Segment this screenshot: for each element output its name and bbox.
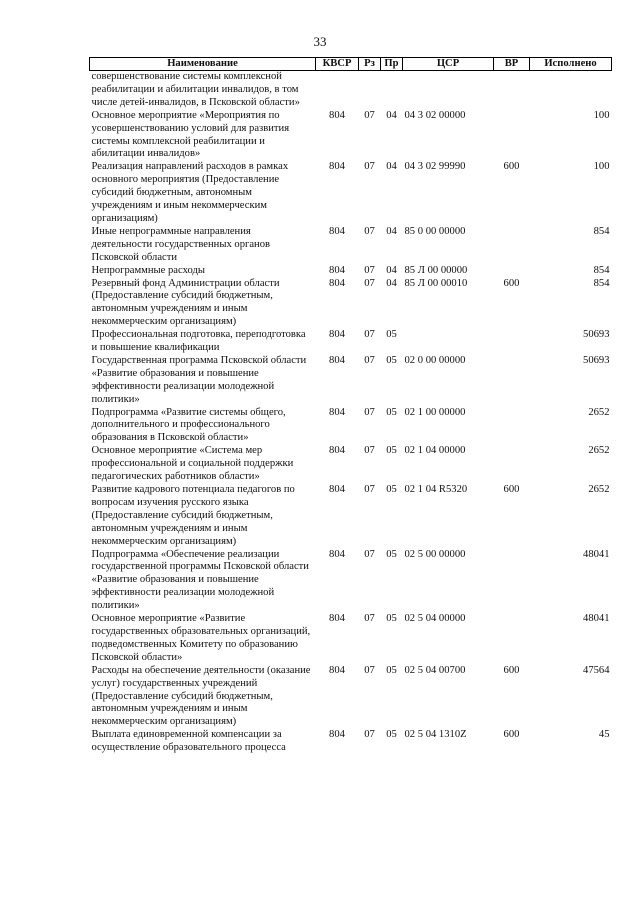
cell-vr: 600 [503,161,520,173]
header-vr: ВР [494,58,530,71]
cell-pr: 04 [386,225,397,237]
cell-csr: 02 5 04 00700 [404,664,466,676]
cell-kvsr: 804 [329,406,345,418]
cell-csr: 02 1 04 R5320 [404,484,468,495]
table-body [90,71,612,756]
cell-rz: 07 [364,161,375,173]
cell-pr: 05 [386,354,397,366]
cell-rz: 07 [364,484,375,495]
cell-kvsr: 804 [329,548,345,560]
cell-pr: 05 [386,729,397,741]
cell-kvsr: 804 [329,109,345,121]
cell-sum: 47564 [583,664,610,676]
budget-table [89,57,612,755]
cell-name: совершенствование системы комплексной реабилитации и абилитации инвалидов, в том числе детей-инвалидов, в Псковской области» [91,71,300,108]
cell-csr: 02 5 04 00000 [404,613,466,625]
cell-kvsr: 804 [329,664,345,676]
cell-rz: 07 [364,664,375,676]
cell-rz: 07 [364,613,375,625]
cell-vr [494,71,530,110]
table-row [90,226,612,265]
table-row [90,729,612,755]
cell-pr: 04 [386,161,397,173]
cell-rz: 07 [364,109,375,121]
cell-kvsr: 804 [329,264,345,276]
cell-vr [494,613,530,665]
cell-vr [494,407,530,446]
cell-name: Выплата единовременной компенсации за осуществление образовательного процесса [91,729,286,754]
cell-rz: 07 [364,354,375,366]
cell-rz: 07 [364,277,375,289]
cell-kvsr: 804 [329,445,345,457]
cell-name: Расходы на обеспечение деятельности (оказание услуг) государственных учреждений (Предоставление субсидий бюджетным, автономным учреждениям и иным некоммерческим организациям) [91,664,311,728]
cell-vr: 600 [503,484,520,495]
cell-csr: 02 5 04 1310Z [404,729,467,741]
cell-vr [494,226,530,265]
header-name: Наименование [90,58,316,71]
header-rz: Рз [359,58,381,71]
cell-name: Подпрограмма «Развитие системы общего, дополнительного и профессионального образования в Псковской области» [91,406,286,444]
cell-vr [494,329,530,355]
cell-sum: 50693 [583,354,610,366]
cell-csr: 02 1 04 00000 [404,445,466,457]
cell-sum: 100 [593,161,610,173]
table-row [90,549,612,614]
cell-sum: 45 [598,729,610,741]
cell-name: Профессиональная подготовка, переподготовка и повышение квалификации [91,329,306,354]
table-row [90,613,612,665]
cell-csr: 02 5 00 00000 [404,548,466,560]
cell-name: Развитие кадрового потенциала педагогов по вопросам изучения русского языка (Предоставление субсидий бюджетным, автономным учреждениям и иным некоммерческим организациям) [91,484,295,547]
cell-name: Основное мероприятие «Мероприятия по усовершенствованию условий для развития системы комплексной реабилитации и абилитации инвалидов» [91,109,290,160]
cell-rz: 07 [364,548,375,560]
cell-pr: 04 [386,277,397,289]
cell-sum: 100 [593,109,610,121]
cell-kvsr: 804 [329,484,345,495]
cell-name: Реализация направлений расходов в рамках основного мероприятия (Предоставление субсидий бюджетным, автономным учреждениям и иным некоммерческим организациям) [91,161,289,224]
cell-csr: 85 Л 00 00010 [404,277,468,289]
table-row [90,445,612,484]
cell-pr: 05 [386,445,397,457]
header-kvsr: КВСР [316,58,359,71]
page-number: 33 [313,34,327,49]
cell-rz: 07 [364,445,375,457]
cell-csr [403,329,494,355]
cell-rz [359,71,381,110]
cell-pr: 04 [386,264,397,276]
cell-name: Государственная программа Псковской области «Развитие образования и повышение эффективности реализации молодежной политики» [91,354,307,405]
cell-pr: 05 [386,548,397,560]
cell-sum: 48041 [583,548,610,560]
table-row [90,484,612,549]
table-row [90,278,612,330]
cell-sum: 854 [593,264,610,276]
cell-vr [494,355,530,407]
table-row [90,110,612,162]
cell-kvsr: 804 [329,729,345,741]
cell-sum: 50693 [583,329,610,341]
cell-kvsr: 804 [329,161,345,173]
cell-pr: 05 [386,484,397,495]
table-row [90,329,612,355]
cell-name: Основное мероприятие «Система мер профессиональной и социальной поддержки педагогических работников области» [91,445,294,483]
cell-rz: 07 [364,406,375,418]
cell-name: Основное мероприятие «Развитие государственных образовательных организаций, подведомственных Комитету по образованию Псковской области» [91,613,311,663]
cell-rz: 07 [364,729,375,741]
cell-sum: 2652 [588,445,610,457]
cell-csr: 04 3 02 00000 [404,109,466,121]
cell-kvsr: 804 [329,277,345,289]
cell-kvsr: 804 [329,613,345,625]
cell-pr: 05 [386,613,397,625]
cell-name: Иные непрограммные направления деятельности государственных органов Псковской области [91,225,271,263]
table-row [90,265,612,278]
cell-pr: 05 [386,664,397,676]
cell-pr [381,71,403,110]
cell-vr: 600 [503,729,520,741]
cell-kvsr: 804 [329,329,345,341]
table-row [90,665,612,730]
cell-rz: 07 [364,264,375,276]
cell-sum: 48041 [583,613,610,625]
cell-csr: 04 3 02 99990 [404,161,466,173]
cell-sum: 854 [593,225,610,237]
cell-name: Резервный фонд Администрации области (Предоставление субсидий бюджетным, автономным учреждениям и иным некоммерческим организациям) [91,277,280,328]
table-row [90,407,612,446]
cell-vr [494,265,530,278]
table-row [90,71,612,110]
cell-name: Подпрограмма «Обеспечение реализации государственной программы Псковской области «Развитие образования и повышение эффективности реализации молодежной политики» [91,548,309,612]
cell-csr [403,71,494,110]
cell-csr: 02 1 00 00000 [404,406,466,418]
cell-pr: 05 [386,329,397,341]
cell-pr: 04 [386,109,397,121]
cell-csr: 02 0 00 00000 [404,354,466,366]
cell-vr [494,549,530,614]
cell-rz: 07 [364,329,375,341]
cell-vr: 600 [503,277,520,289]
header-csr: ЦСР [403,58,494,71]
cell-vr: 600 [503,664,520,676]
cell-kvsr: 804 [329,225,345,237]
header-sum: Исполнено [530,58,612,71]
header-pr: Пр [381,58,403,71]
cell-kvsr [316,71,359,110]
table-row [90,355,612,407]
cell-sum: 2652 [588,406,610,418]
cell-sum [530,71,612,110]
cell-pr: 05 [386,406,397,418]
table-row [90,161,612,226]
cell-sum: 854 [593,277,610,289]
cell-sum: 2652 [588,484,610,495]
table-header-row [90,58,612,71]
cell-vr [494,110,530,162]
cell-kvsr: 804 [329,354,345,366]
cell-vr [494,445,530,484]
cell-csr: 85 0 00 00000 [404,225,466,237]
cell-rz: 07 [364,225,375,237]
cell-csr: 85 Л 00 00000 [404,264,468,276]
cell-name: Непрограммные расходы [91,264,205,276]
